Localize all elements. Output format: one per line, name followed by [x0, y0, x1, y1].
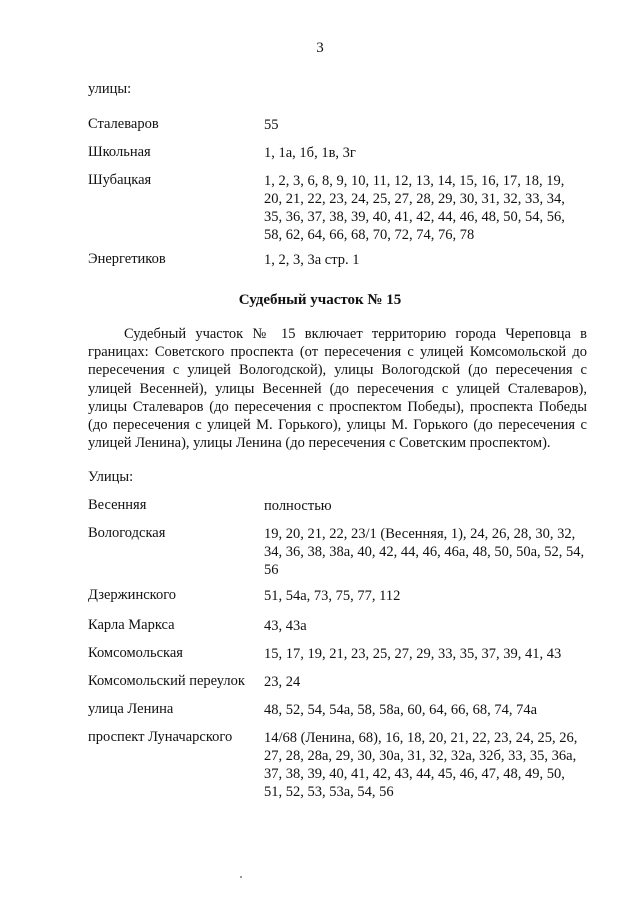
street-name: Школьная — [88, 144, 151, 160]
house-numbers: 19, 20, 21, 22, 23/1 (Весенняя, 1), 24, 26, 28, 30, 32, 34, 36, 38, 38а, 40, 42, 44, 46, 46а, 48, 50, 50а, 52, 54, 56 — [264, 526, 585, 578]
street-name: Дзержинского — [88, 587, 177, 603]
house-numbers: 1, 2, 3, 3а стр. 1 — [264, 252, 360, 268]
streets-heading: Улицы: — [88, 469, 134, 485]
house-numbers: 23, 24 — [264, 674, 301, 690]
house-numbers: 43, 43а — [264, 618, 307, 634]
page-number: 3 — [316, 40, 324, 56]
house-numbers: 15, 17, 19, 21, 23, 25, 27, 29, 33, 35, 37, 39, 41, 43 — [264, 646, 562, 662]
street-name: Шубацкая — [88, 172, 152, 188]
section-description: Судебный участок № 15 включает территорию города Череповца в границах: Советского проспекта (от пересечения с улицей Комсомольской до пересечения с улицей Вологодской), улицы Вологодской (до пересечения с улицей Весенней), улицы Весенней (до пересечения с улицей Сталеваров), улицы Сталеваров (до пересечения с проспектом Победы), проспекта Победы (до пересечения с улицей М. Горького), улицы М. Горького (до пересечения с улицей Ленина), улицы Ленина (до пересечения с Советским проспектом). — [88, 326, 587, 452]
house-numbers: полностью — [264, 498, 332, 514]
house-numbers: 1, 1а, 1б, 1в, 3г — [264, 145, 356, 161]
street-name: улица Ленина — [88, 701, 174, 717]
house-numbers: 55 — [264, 117, 279, 133]
house-numbers: 14/68 (Ленина, 68), 16, 18, 20, 21, 22, 23, 24, 25, 26, 27, 28, 28а, 29, 30, 30а, 31, 32, 32а, 32б, 33, 35, 36а, 37, 38, 39, 40, 41, 42, 43, 44, 45, 46, 47, 48, 49, 50, 51, 52, 53, 53а, 54, 56 — [264, 730, 578, 800]
house-numbers: 1, 2, 3, 6, 8, 9, 10, 11, 12, 13, 14, 15, 16, 17, 18, 19, 20, 21, 22, 23, 24, 25, 27, 28, 29, 30, 31, 32, 33, 34, 35, 36, 37, 38, 39, 40, 41, 42, 44, 46, 48, 50, 54, 56, 58, 62, 64, 66, 68, 70, 72, 74, 76, 78 — [264, 173, 565, 243]
street-name: Вологодская — [88, 525, 166, 541]
street-name: Весенняя — [88, 497, 147, 513]
scan-artifact-dot — [240, 876, 242, 878]
house-numbers: 48, 52, 54, 54а, 58, 58а, 60, 64, 66, 68, 74, 74а — [264, 702, 538, 718]
street-name: Комсомольский переулок — [88, 673, 245, 689]
street-name: Комсомольская — [88, 645, 183, 661]
house-numbers: 51, 54а, 73, 75, 77, 112 — [264, 588, 401, 604]
street-name: Карла Маркса — [88, 617, 175, 633]
streets-heading-top: улицы: — [88, 81, 132, 97]
street-name: Сталеваров — [88, 116, 159, 132]
section-title: Судебный участок № 15 — [238, 292, 402, 308]
street-name: Энергетиков — [88, 251, 166, 267]
street-name: проспект Луначарского — [88, 729, 233, 745]
